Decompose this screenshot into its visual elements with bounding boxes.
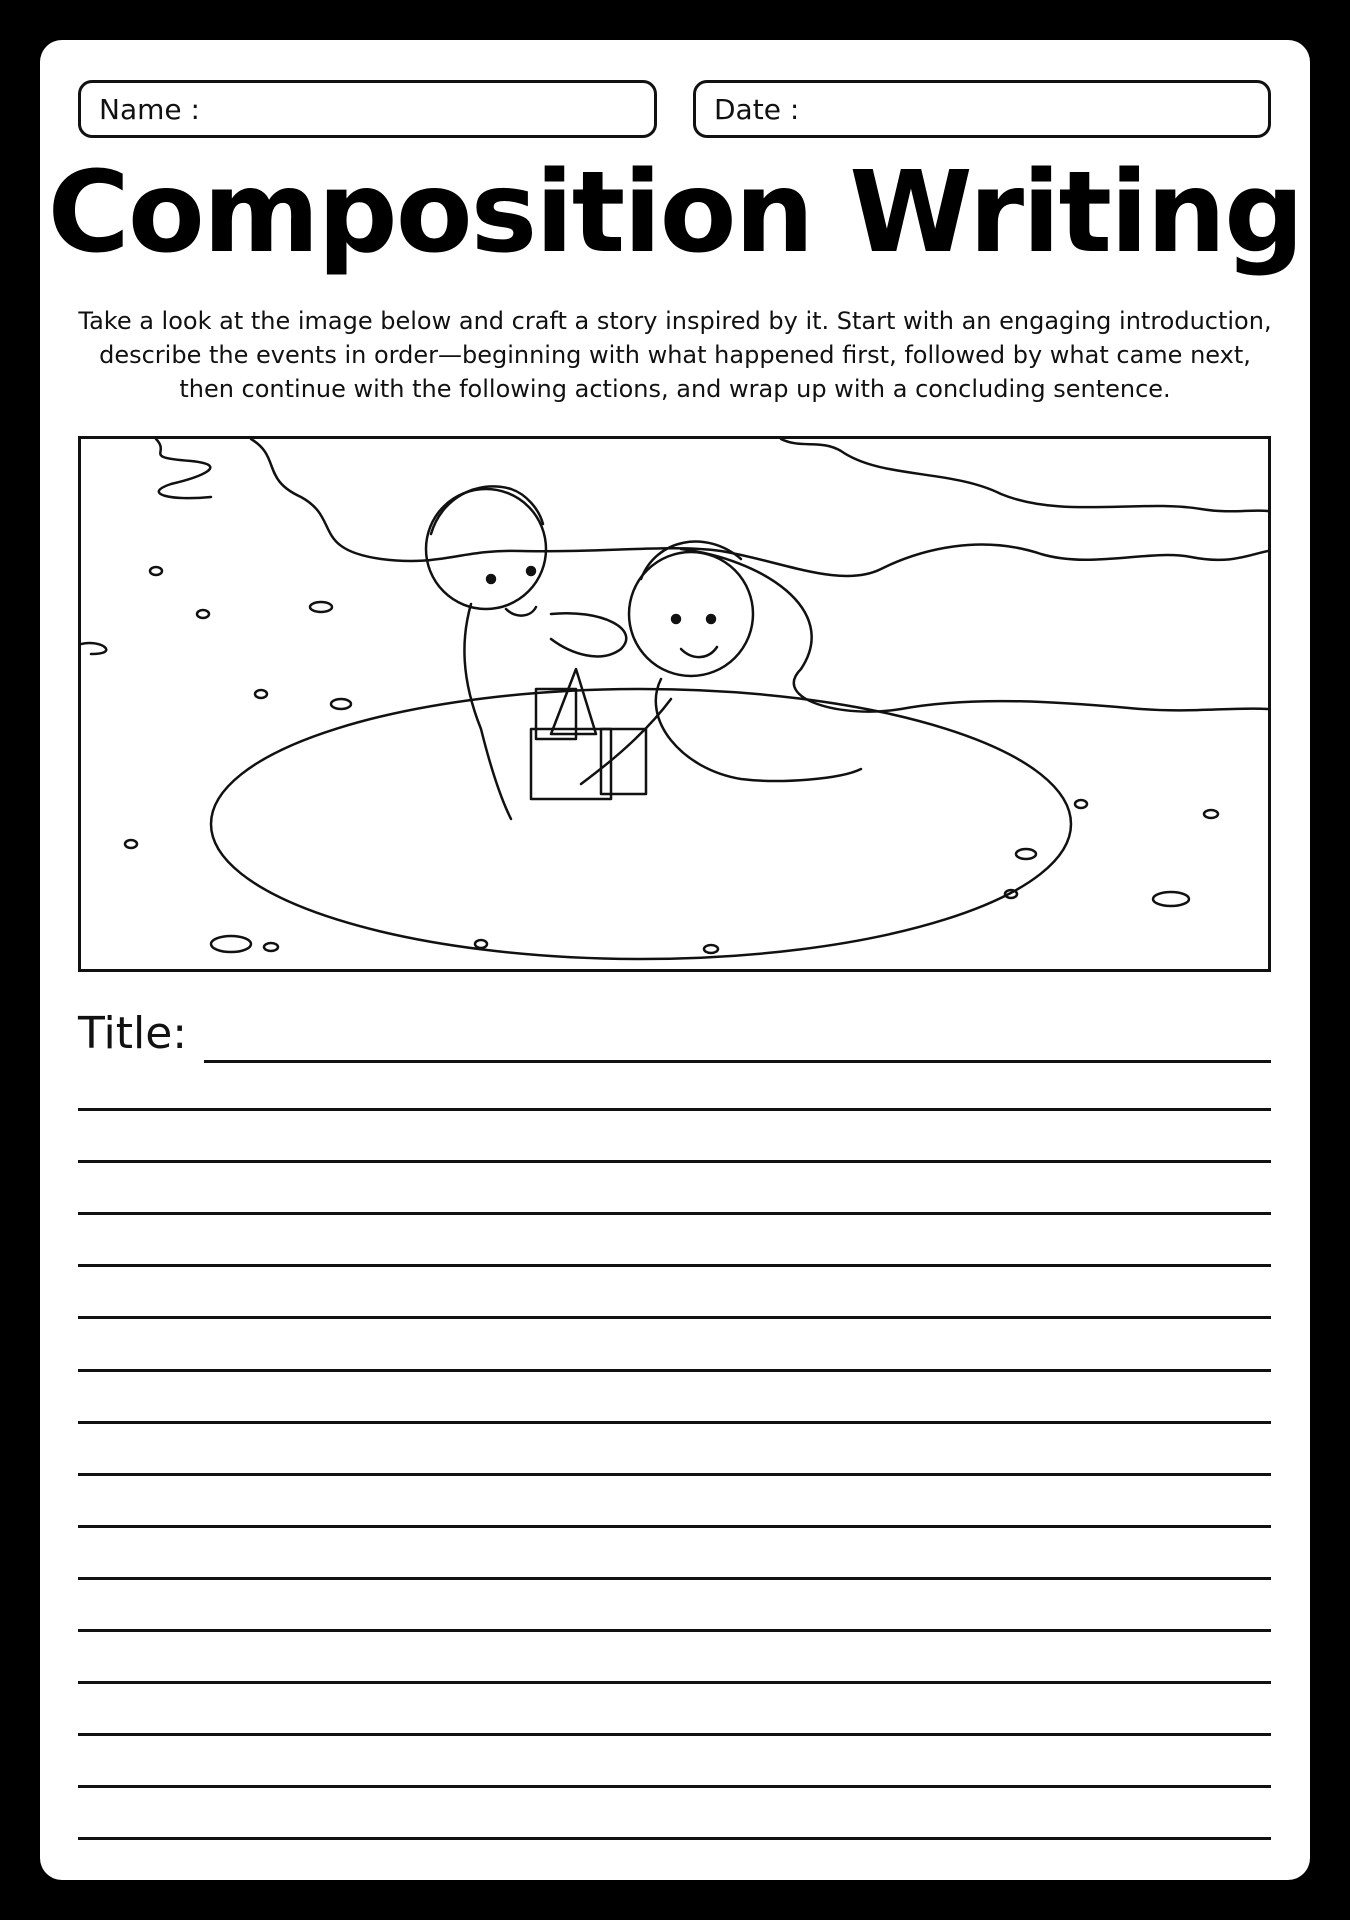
- writing-line[interactable]: [78, 1785, 1271, 1788]
- child-head: [426, 489, 546, 609]
- date-field[interactable]: [693, 80, 1271, 138]
- writing-line[interactable]: [78, 1369, 1271, 1372]
- instructions: [70, 304, 1280, 406]
- child-hair: [431, 486, 543, 534]
- story-title-row[interactable]: [78, 1008, 1271, 1068]
- sandcastle-tower: [536, 689, 576, 739]
- child-eye: [487, 575, 495, 583]
- worksheet-page: [40, 40, 1310, 1880]
- writing-line[interactable]: [78, 1681, 1271, 1684]
- story-title-line[interactable]: [204, 1060, 1271, 1063]
- writing-line[interactable]: [78, 1733, 1271, 1736]
- child-smile: [681, 647, 717, 657]
- date-label: Date :: [714, 92, 800, 126]
- name-field[interactable]: [78, 80, 657, 138]
- writing-line[interactable]: [78, 1264, 1271, 1267]
- writing-line[interactable]: [78, 1525, 1271, 1528]
- sandcastle-cone: [551, 669, 596, 734]
- child-body: [464, 604, 511, 819]
- writing-line[interactable]: [78, 1473, 1271, 1476]
- instructions-line: then continue with the following actions, and wrap up with a concluding sentence.: [179, 375, 1171, 403]
- writing-line[interactable]: [78, 1577, 1271, 1580]
- writing-line[interactable]: [78, 1212, 1271, 1215]
- name-label: Name :: [99, 92, 200, 126]
- wave-line: [81, 643, 106, 654]
- sandcastle-tower: [601, 729, 646, 794]
- child-hair: [641, 542, 741, 579]
- writing-line[interactable]: [78, 1421, 1271, 1424]
- child-eye: [527, 567, 535, 575]
- writing-line[interactable]: [78, 1837, 1271, 1840]
- wave-line: [681, 549, 1268, 712]
- writing-line[interactable]: [78, 1629, 1271, 1632]
- wave-line: [156, 439, 211, 498]
- instructions-line: Take a look at the image below and craft a story inspired by it. Start with an engaging introduction,: [78, 307, 1272, 335]
- sandcastle-drawing: [81, 439, 1268, 969]
- child-arm: [551, 613, 626, 656]
- page-title: Composition Writing: [47, 148, 1303, 278]
- wave-line: [781, 439, 1268, 511]
- child-smile: [506, 607, 536, 616]
- child-eye: [707, 615, 715, 623]
- child-head: [629, 552, 753, 676]
- writing-line[interactable]: [78, 1160, 1271, 1163]
- beach-illustration: [78, 436, 1271, 972]
- writing-line[interactable]: [78, 1316, 1271, 1319]
- writing-line[interactable]: [78, 1108, 1271, 1111]
- instructions-line: describe the events in order—beginning with what happened first, followed by what came next,: [99, 341, 1251, 369]
- story-title-label: Title:: [78, 1008, 188, 1059]
- child-eye: [672, 615, 680, 623]
